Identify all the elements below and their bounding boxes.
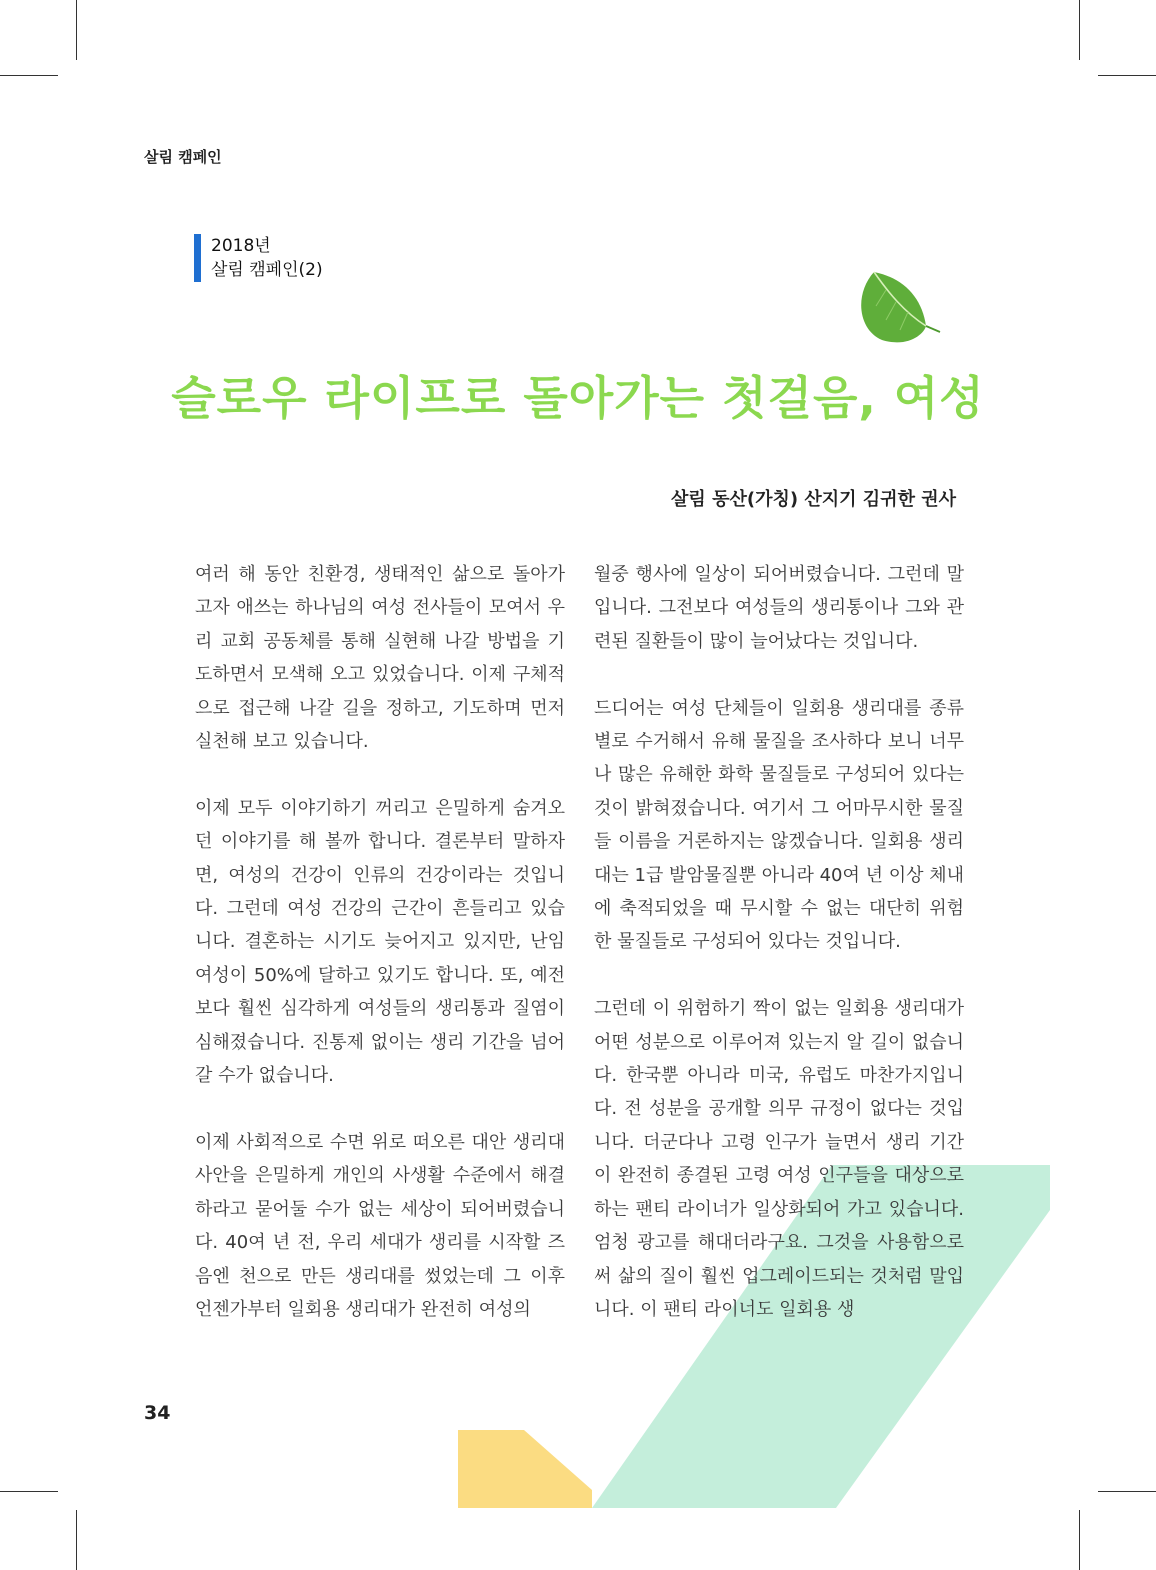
paragraph: 그런데 이 위험하기 짝이 없는 일회용 생리대가 어떤 성분으로 이루어져 있는지 알 길이 없습니다. 한국뿐 아니라 미국, 유럽도 마찬가지입니다. 전 성분을 공개할 의무 규정이 없다는 것입니다. 더군다나 고령 인구가 늘면서 생리 기간이 완전히 종결된 고령 여성 인구들을 대상으로 하는 팬티 라이너가 일상화되어 가고 있습니다. 엄청 광고를 해대더라구요. 그것을 사용함으로써 삶의 질이 훨씬 업그레이드되는 것처럼 말입니다. 이 팬티 라이너도 일회용 생 [594,998,964,1320]
paragraph: 월중 행사에 일상이 되어버렸습니다. 그런데 말입니다. 그전보다 여성들의 생리통이나 그와 관련된 질환들이 많이 늘어났다는 것입니다. [594,564,964,652]
paragraph: 이제 모두 이야기하기 꺼리고 은밀하게 숨겨오던 이야기를 해 볼까 합니다. 결론부터 말하자면, 여성의 건강이 인류의 건강이라는 것입니다. 그런데 여성 건강의 근간이 흔들리고 있습니다. 결혼하는 시기도 늦어지고 있지만, 난임여성이 50%에 달하고 있기도 합니다. 또, 예전보다 훨씬 심각하게 여성들의 생리통과 질염이 심해졌습니다. 진통제 없이는 생리 기간을 넘어갈 수가 없습니다. [195,797,565,1087]
series-year: 2018년 [211,236,271,256]
left-column [195,558,565,1326]
right-column [594,558,964,1326]
article-title: 슬로우 라이프로 돌아가는 첫걸음, 여성 [171,371,985,425]
article-author: 살림 동산(가칭) 산지기 김귀한 권사 [671,489,956,510]
paragraph: 드디어는 여성 단체들이 일회용 생리대를 종류별로 수거해서 유해 물질을 조사하다 보니 너무나 많은 유해한 화학 물질들로 구성되어 있다는 것이 밝혀졌습니다. 여기서 그 어마무시한 물질들 이름을 거론하지는 않겠습니다. 일회용 생리대는 1급 발암물질뿐 아니라 40여 년 이상 체내에 축적되었을 때 무시할 수 없는 대단히 위험한 물질들로 구성되어 있다는 것입니다. [594,697,965,953]
section-label: 살림 캠페인 [144,148,222,166]
yellow-tab-shape [458,1430,592,1508]
paragraph: 여러 해 동안 친환경, 생태적인 삶으로 돌아가고자 애쓰는 하나님의 여성 전사들이 모여서 우리 교회 공동체를 통해 실현해 나갈 방법을 기도하면서 모색해 오고 있었습니다. 이제 구체적으로 접근해 나갈 길을 정하고, 기도하며 먼저 실천해 보고 있습니다. [195,564,565,753]
page-number: 34 [144,1402,171,1424]
series-name: 살림 캠페인(2) [211,260,323,280]
paragraph: 이제 사회적으로 수면 위로 떠오른 대안 생리대 사안을 은밀하게 개인의 사생활 수준에서 해결하라고 묻어둘 수가 없는 세상이 되어버렸습니다. 40여 년 전, 우리 세대가 생리를 시작할 즈음엔 천으로 만든 생리대를 썼었는데 그 이후 언젠가부터 일회용 생리대가 완전히 여성의 [195,1131,565,1320]
